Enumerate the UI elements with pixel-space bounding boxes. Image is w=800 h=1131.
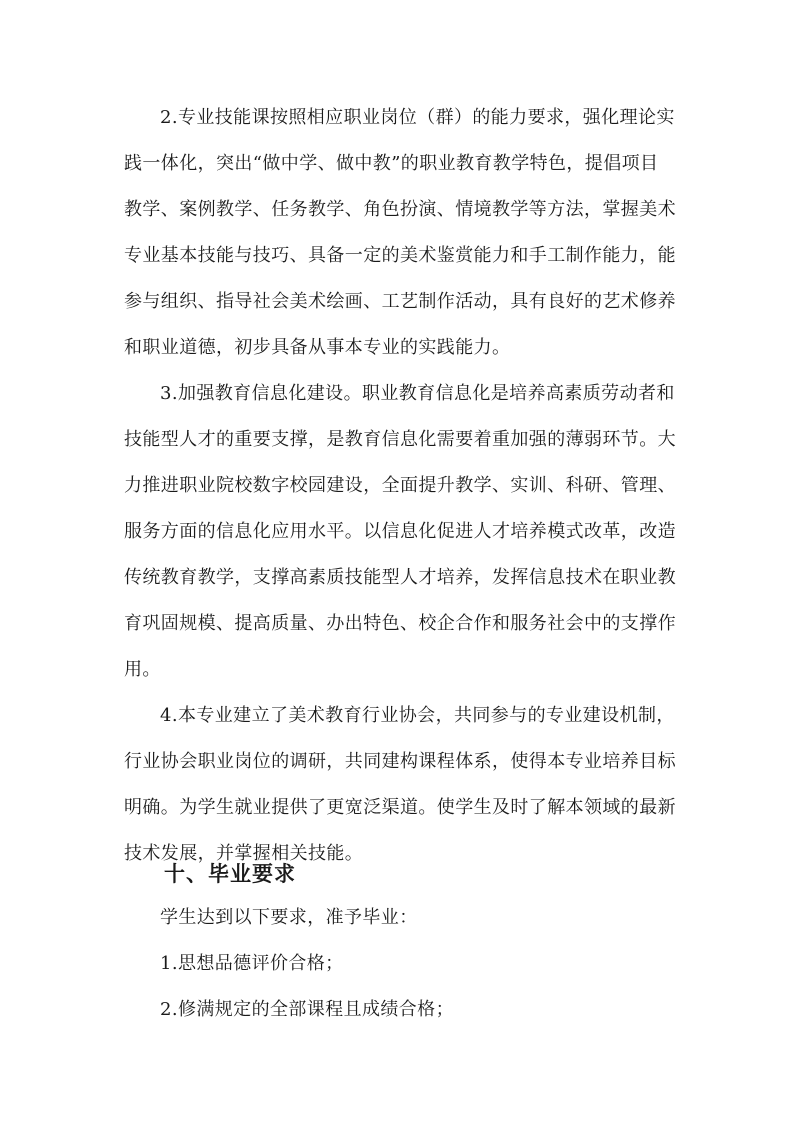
- requirement-item-1: 1.思想品德评价合格；: [160, 953, 344, 974]
- paragraph-3-line-5: 传统教育教学，支撑高素质技能型人才培养，发挥信息技术在职业教: [124, 567, 676, 588]
- paragraph-3-line-6: 育巩固规模、提高质量、办出特色、校企合作和服务社会中的支撑作: [124, 613, 676, 634]
- paragraph-2-line-4: 专业基本技能与技巧、具备一定的美术鉴赏能力和手工制作能力，能: [124, 245, 676, 266]
- paragraph-3-line-1: 3.加强教育信息化建设。职业教育信息化是培养高素质劳动者和: [160, 383, 675, 404]
- paragraph-2-line-3: 教学、案例教学、任务教学、角色扮演、情境教学等方法，掌握美术: [124, 199, 676, 220]
- section-intro: 学生达到以下要求，准予毕业：: [160, 907, 418, 928]
- paragraph-3-line-2: 技能型人才的重要支撑，是教育信息化需要着重加强的薄弱环节。大: [124, 429, 676, 450]
- paragraph-3-line-3: 力推进职业院校数字校园建设，全面提升教学、实训、科研、管理、: [124, 475, 676, 496]
- paragraph-4-line-3: 明确。为学生就业提供了更宽泛渠道。使学生及时了解本领域的最新: [124, 797, 676, 818]
- paragraph-4-line-4: 技术发展，并掌握相关技能。: [124, 843, 364, 864]
- paragraph-3-line-7: 用。: [124, 659, 161, 680]
- paragraph-4-line-1: 4.本专业建立了美术教育行业协会，共同参与的专业建设机制，: [160, 705, 675, 726]
- paragraph-2-line-2: 践一体化，突出“做中学、做中教”的职业教育教学特色，提倡项目: [124, 153, 659, 174]
- paragraph-2-line-6: 和职业道德，初步具备从事本专业的实践能力。: [124, 337, 511, 358]
- paragraph-2-line-1: 2.专业技能课按照相应职业岗位（群）的能力要求，强化理论实: [160, 107, 675, 128]
- section-heading: 十、毕业要求: [164, 862, 296, 886]
- requirement-item-2: 2.修满规定的全部课程且成绩合格；: [160, 999, 454, 1020]
- paragraph-3-line-4: 服务方面的信息化应用水平。以信息化促进人才培养模式改革，改造: [124, 521, 676, 542]
- paragraph-2-line-5: 参与组织、指导社会美术绘画、工艺制作活动，具有良好的艺术修养: [124, 291, 676, 312]
- paragraph-4-line-2: 行业协会职业岗位的调研，共同建构课程体系，使得本专业培养目标: [124, 751, 676, 772]
